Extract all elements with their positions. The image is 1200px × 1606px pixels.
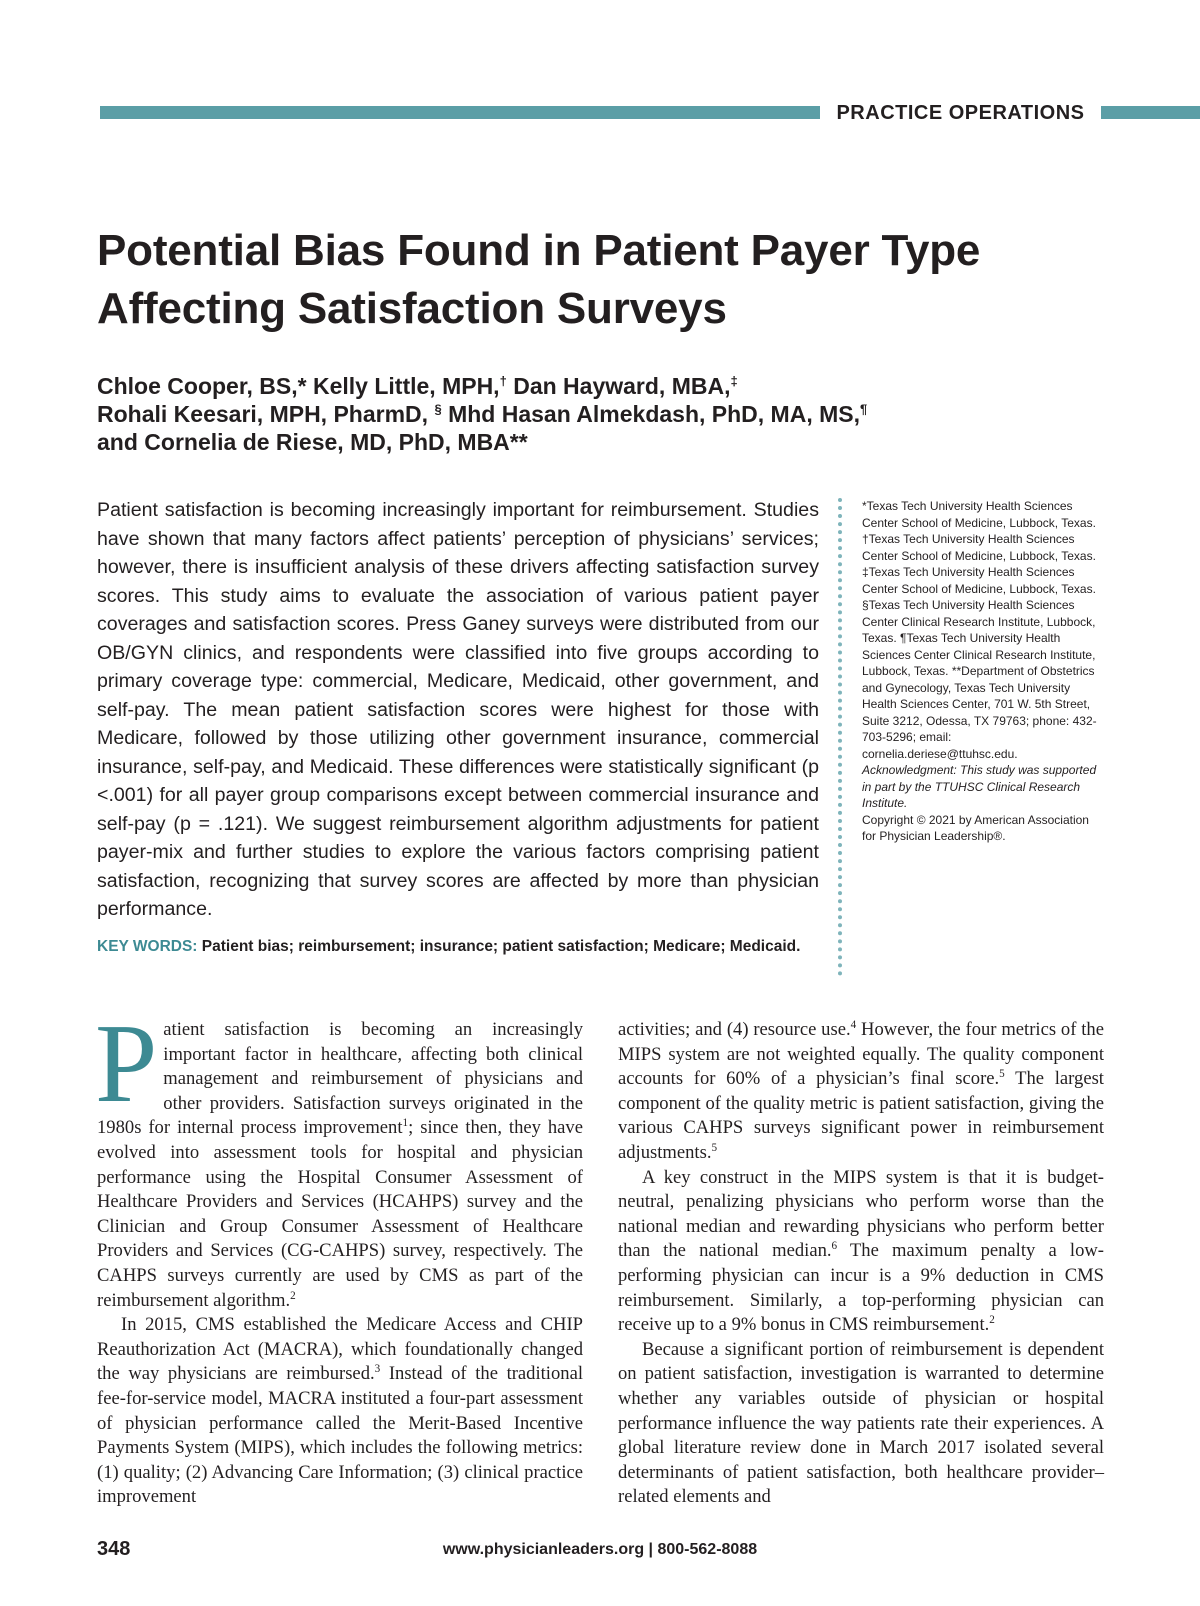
header-rule-right — [1101, 106, 1200, 119]
acknowledgment: Acknowledgment: This study was supported in part by the TTUHSC Clinical Research Institute. — [862, 763, 1097, 810]
body-text: Instead of the traditional fee-for-service model, MACRA instituted a four-part assessment of physician performance called the Merit-Based Incentive Payments System (MIPS), which includes the following metrics: (1) quality; (2) Advancing Care Information; (3) clinical practice improvement — [97, 1363, 583, 1508]
page-number: 348 — [97, 1538, 131, 1560]
body-text: activities; and (4) resource use. — [618, 1019, 851, 1040]
sidebar-divider — [838, 498, 842, 976]
body-paragraph — [95, 1002, 583, 1313]
section-header-band — [0, 103, 1200, 123]
affiliation-mark: § — [434, 401, 442, 417]
reference-mark: 2 — [989, 1313, 995, 1326]
reference-mark: 1 — [402, 1117, 409, 1130]
body-text: The maximum penalty a low-performing physician can incur is a 9% deduction in CMS reimbursement. Similarly, a top-performing physician can receive up to a 9% bonus in CMS reimbursement. — [618, 1240, 1104, 1336]
body-text: A key construct in the MIPS system is that it is budget-neutral, penalizing physicians who perform worse than the national median and rewarding physicians who perform better than the national median. — [618, 1166, 1104, 1262]
body-paragraph — [618, 1166, 1104, 1338]
affiliations: *Texas Tech University Health Sciences Center School of Medicine, Lubbock, Texas. †Texas Tech University Health Sciences Center School of Medicine, Lubbock, Texas. ‡Texas Tech University Health Sciences Center School of Medicine, Lubbock, Texas. §Texas Tech University Health Sciences Center Clinical Research Institute, Lubbock, Texas. ¶Texas Tech University Health Sciences Center Clinical Research Institute, Lubbock, Texas. **Department of Obstetrics and Gynecology, Texas Tech University Health Sciences Center, 701 W. 5th Street, Suite 3212, Odessa, TX 79763; phone: 432-703-5296; email: cornelia.deriese@ttuhsc.edu. — [862, 499, 1097, 761]
reference-mark: 5 — [711, 1141, 718, 1154]
keywords — [97, 936, 817, 958]
section-label: PRACTICE OPERATIONS — [836, 102, 1085, 124]
author-name: Chloe Cooper, BS,* — [97, 373, 307, 399]
author-name: and Cornelia de Riese, MD, PhD, MBA** — [97, 429, 528, 455]
affiliations-sidebar — [862, 498, 1102, 845]
affiliation-mark: ¶ — [860, 401, 868, 417]
body-column-right — [618, 1018, 1104, 1510]
reference-mark: 6 — [831, 1240, 838, 1253]
copyright: Copyright © 2021 by American Association for Physician Leadership®. — [862, 812, 1089, 843]
reference-mark: 3 — [374, 1363, 381, 1376]
author-name: Kelly Little, MPH, — [312, 373, 500, 399]
footer-contact: www.physicianleaders.org | 800-562-8088 — [442, 1541, 758, 1558]
reference-mark: 2 — [290, 1289, 296, 1302]
keywords-label: KEY WORDS: — [97, 938, 198, 955]
reference-mark: 4 — [850, 1018, 857, 1031]
article-title: Potential Bias Found in Patient Payer Type Affecting Satisfaction Surveys — [97, 226, 981, 333]
body-paragraph — [618, 1018, 1104, 1166]
author-name: Rohali Keesari, MPH, PharmD, — [97, 401, 429, 427]
keywords-text: Patient bias; reimbursement; insurance; patient satisfaction; Medicare; Medicaid. — [201, 938, 801, 955]
author-list — [97, 372, 997, 456]
author-name: Mhd Hasan Almekdash, PhD, MA, MS, — [448, 401, 860, 427]
drop-cap: P — [95, 1002, 158, 1126]
affiliation-mark: † — [499, 373, 507, 389]
author-name: Dan Hayward, MBA, — [513, 373, 731, 399]
body-text: atient satisfaction is becoming an increasingly important factor in healthcare, affecting both clinical management and reimbursement of physicians and other providers. Satisfaction surveys originated in the 1980s for internal process improvement — [97, 1019, 583, 1139]
body-text: The largest component of the quality metric is patient satisfaction, giving the various CAHPS surveys significant power in reimbursement adjustments. — [618, 1068, 1104, 1163]
header-rule-left — [100, 106, 820, 119]
body-text: However, the four metrics of the MIPS system are not weighted equally. The quality component accounts for 60% of a physician’s final score. — [618, 1019, 1104, 1090]
body-column-left — [95, 1002, 583, 1510]
body-text: ; since then, they have evolved into assessment tools for hospital and physician performance using the Hospital Consumer Assessment of Healthcare Providers and Services (HCAHPS) survey and the Clinician and Group Consumer Assessment of Healthcare Providers and Services (CG-CAHPS) survey, respectively. The CAHPS surveys currently are used by CMS as part of the reimbursement algorithm. — [97, 1117, 583, 1311]
body-paragraph — [97, 1313, 583, 1510]
reference-mark: 5 — [999, 1068, 1005, 1080]
body-text: In 2015, CMS established the Medicare Access and CHIP Reauthorization Act (MACRA), which foundationally changed the way physicians are reimbursed. — [97, 1314, 583, 1385]
body-paragraph: Because a significant portion of reimbursement is dependent on patient satisfaction, investigation is warranted to determine whether any variables outside of physician or hospital performance influence the way patients rate their experiences. A global literature review done in March 2017 isolated several determinants of patient satisfaction, both healthcare provider–related elements and — [618, 1338, 1104, 1508]
affiliation-mark: ‡ — [730, 373, 738, 389]
abstract: Patient satisfaction is becoming increasingly important for reimbursement. Studies have shown that many factors affect patients’ perception of physicians’ services; however, there is insufficient analysis of these drivers affecting satisfaction survey scores. This study aims to evaluate the association of various patient payer coverages and satisfaction scores. Press Ganey surveys were distributed from our OB/GYN clinics, and respondents were classified into five groups according to primary coverage type: commercial, Medicare, Medicaid, other government, and self-pay. The mean patient satisfaction scores were highest for those with Medicare, followed by those utilizing other government insurance, commercial insurance, self-pay, and Medicaid. These differences were statistically significant (p <.001) for all payer group comparisons except between commercial insurance and self-pay (p = .121). We suggest reimbursement algorithm adjustments for patient payer-mix and further studies to explore the various factors comprising patient satisfaction, recognizing that survey scores are affected by more than physician performance. — [97, 499, 819, 920]
